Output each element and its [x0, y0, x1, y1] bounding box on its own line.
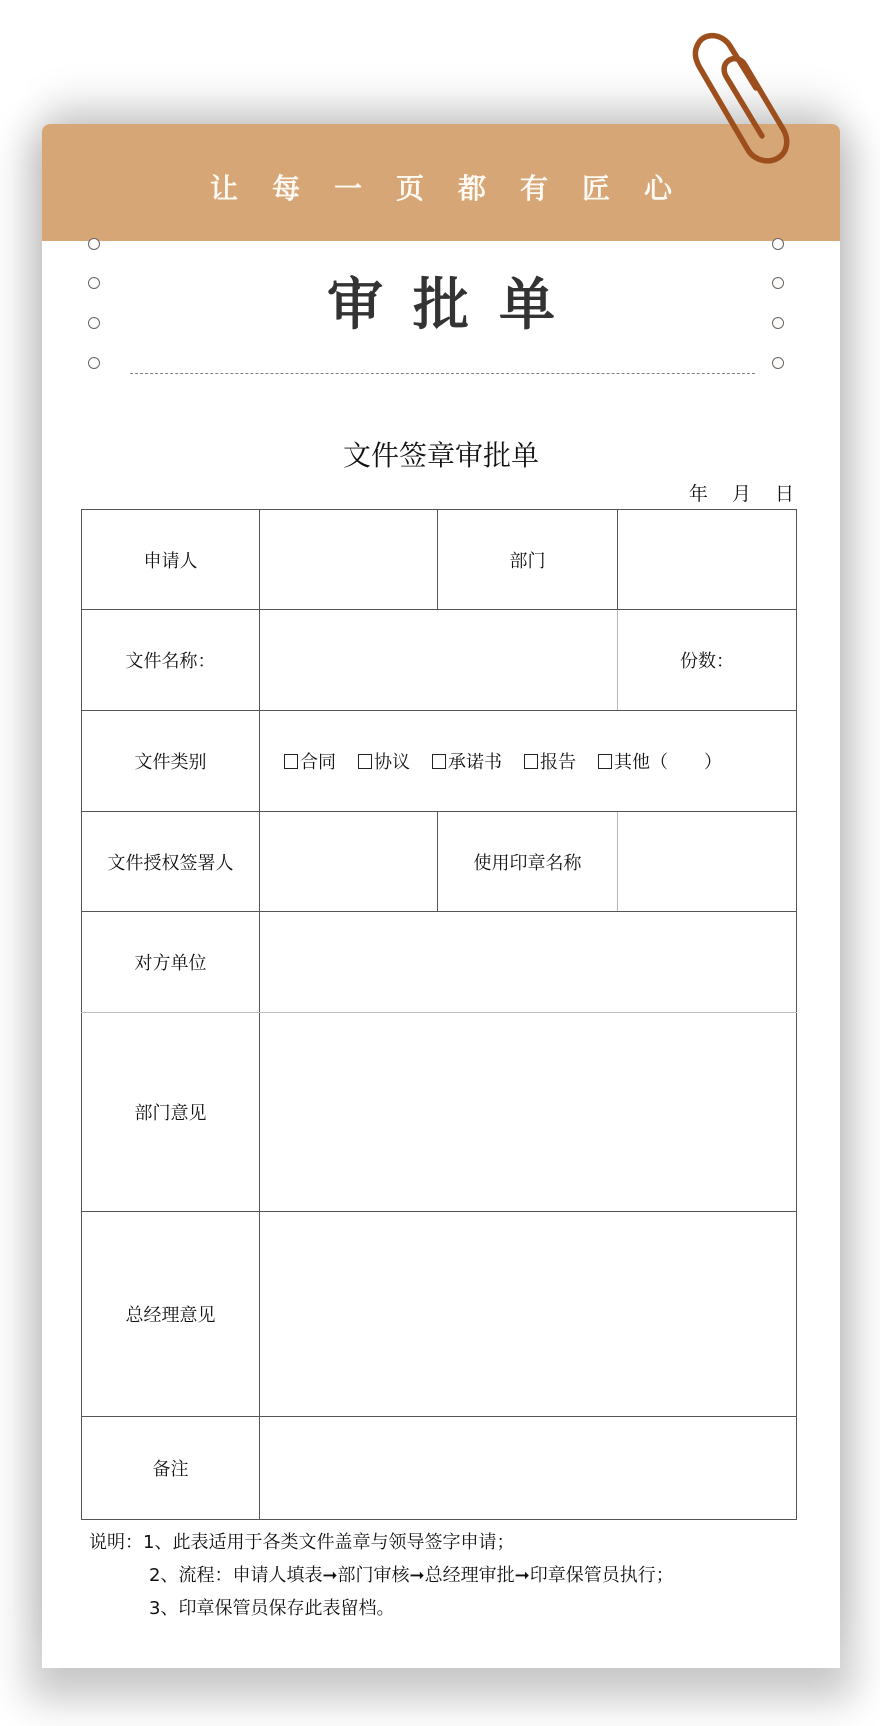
department-label: 部门 — [438, 510, 618, 610]
dept-opinion-input[interactable] — [260, 1013, 797, 1212]
checkbox-other[interactable]: 其他（ ） — [598, 748, 722, 774]
table-row — [82, 912, 797, 1013]
paperclip-icon — [690, 28, 810, 173]
table-row — [82, 1212, 797, 1417]
signatory-label: 文件授权签署人 — [82, 812, 260, 912]
table-row — [82, 1013, 797, 1212]
table-row — [82, 1417, 797, 1520]
seal-name-label: 使用印章名称 — [438, 812, 618, 912]
approval-form-card — [42, 124, 840, 1668]
table-row — [82, 510, 797, 610]
dept-opinion-label: 部门意见 — [82, 1013, 260, 1212]
gm-opinion-input[interactable] — [260, 1212, 797, 1417]
note-line-2: 2、流程：申请人填表➞部门审核➞总经理审批➞印章保管员执行； — [149, 1565, 674, 1586]
department-input[interactable] — [618, 510, 797, 610]
approval-table — [81, 509, 797, 1520]
checkbox-contract[interactable]: 合同 — [284, 748, 336, 774]
remarks-input[interactable] — [260, 1417, 797, 1520]
file-type-options — [260, 711, 797, 812]
note-line-1: 说明：1、此表适用于各类文件盖章与领导签字申请； — [89, 1532, 515, 1553]
gm-opinion-label: 总经理意见 — [82, 1212, 260, 1417]
checkbox-report[interactable]: 报告 — [524, 748, 576, 774]
form-title: 文件签章审批单 — [342, 439, 539, 472]
seal-name-input[interactable] — [618, 812, 797, 912]
notes — [89, 1526, 674, 1625]
binder-hole-icon — [88, 357, 100, 369]
applicant-label: 申请人 — [82, 510, 260, 610]
binder-hole-icon — [772, 238, 784, 250]
checkbox-agreement[interactable]: 协议 — [358, 748, 410, 774]
date-field[interactable]: 年 月 日 — [688, 483, 794, 505]
file-name-input[interactable] — [260, 610, 618, 711]
note-line-3: 3、印章保管员保存此表留档。 — [149, 1598, 395, 1619]
checkbox-icon[interactable] — [358, 754, 372, 769]
file-name-label: 文件名称： — [82, 610, 260, 711]
checkbox-commitment[interactable]: 承诺书 — [432, 748, 502, 774]
counterparty-input[interactable] — [260, 912, 797, 1013]
slogan: 让每一页都有匠心 — [209, 171, 706, 205]
checkbox-icon[interactable] — [284, 754, 298, 769]
binder-hole-icon — [772, 357, 784, 369]
checkbox-icon[interactable] — [524, 754, 538, 769]
table-row — [82, 812, 797, 912]
copies-field[interactable] — [618, 610, 797, 711]
remarks-label: 备注 — [82, 1417, 260, 1520]
file-type-label: 文件类别 — [82, 711, 260, 812]
checkbox-icon[interactable] — [598, 754, 612, 769]
binder-hole-icon — [88, 238, 100, 250]
signatory-input[interactable] — [260, 812, 438, 912]
table-row — [82, 610, 797, 711]
checkbox-icon[interactable] — [432, 754, 446, 769]
page-title: 审批单 — [327, 272, 585, 338]
copies-label: 份数： — [680, 651, 734, 672]
dashed-divider — [130, 373, 755, 374]
applicant-input[interactable] — [260, 510, 438, 610]
table-row — [82, 711, 797, 812]
counterparty-label: 对方单位 — [82, 912, 260, 1013]
